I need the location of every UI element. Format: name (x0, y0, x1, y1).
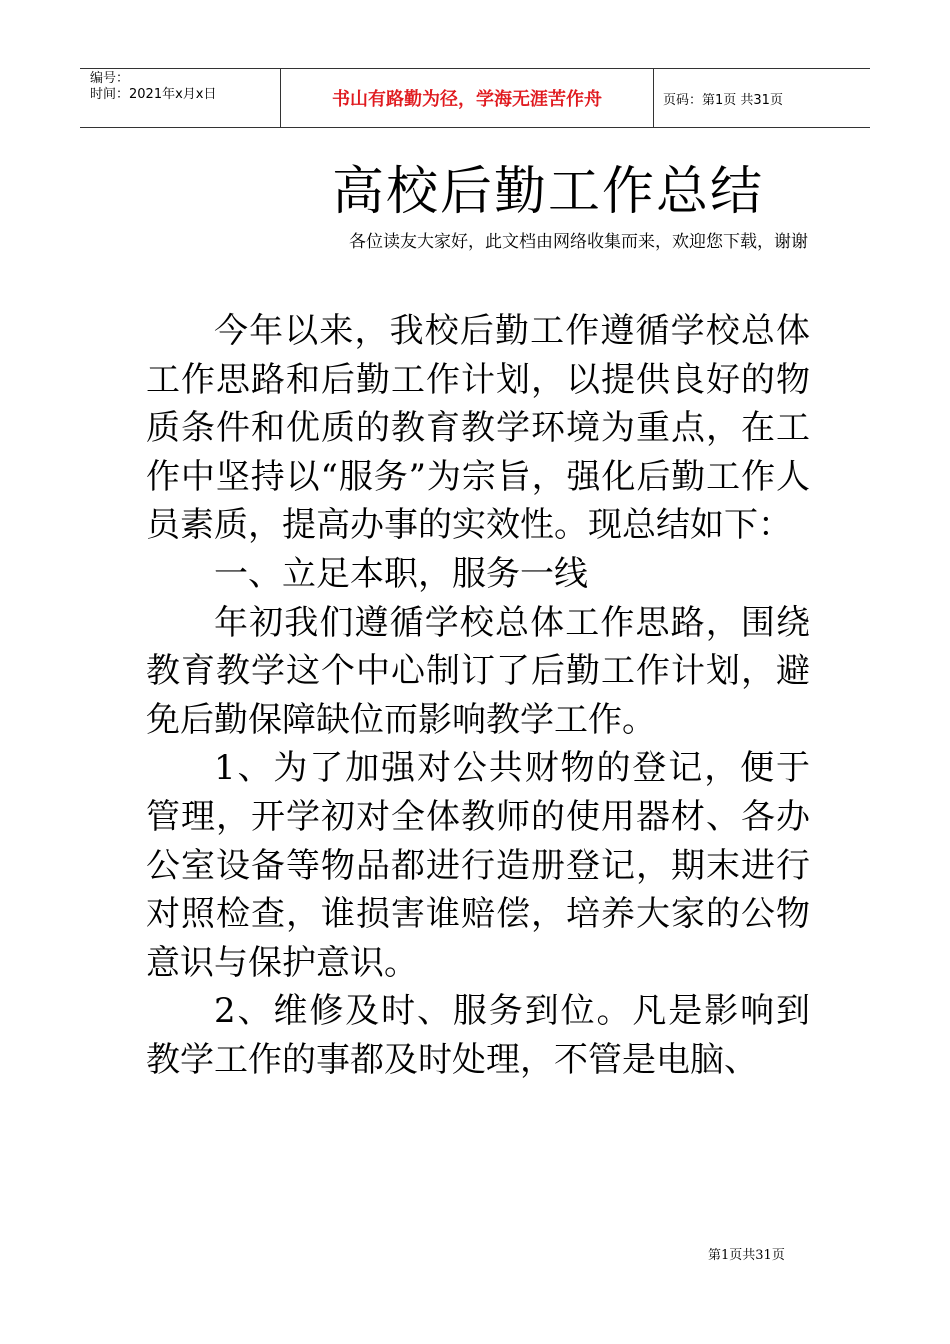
paragraph: 今年以来，我校后勤工作遵循学校总体工作思路和后勤工作计划，以提供良好的物质条件和优质的教育教学环境为重点，在工作中坚持以“服务”为宗旨，强化后勤工作人员素质，提高办事的实效性。现总结如下： (146, 311, 810, 546)
document-body (146, 307, 810, 1085)
document-title: 高校后勤工作总结 (331, 162, 764, 222)
page-footer: 第1页共31页 (708, 1248, 785, 1263)
header-meta (80, 69, 281, 127)
document-number-label: 编号： (90, 71, 130, 86)
header-page-number: 页码：第1页 共31页 (663, 92, 783, 108)
section-heading: 一、立足本职，服务一线 (214, 553, 588, 594)
page-header (80, 68, 870, 128)
header-motto: 书山有路勤为径，学海无涯苦作舟 (281, 69, 654, 127)
paragraph: 2、维修及时、服务到位。凡是影响到教学工作的事都及时处理，不管是电脑、 (146, 991, 810, 1080)
document-date-label: 时间：2021年x月x日 (90, 87, 217, 102)
paragraph: 1、为了加强对公共财物的登记，便于管理，开学初对全体教师的使用器材、各办公室设备等物品都进行造册登记，期末进行对照检查，谁损害谁赔偿，培养大家的公物意识与保护意识。 (146, 748, 810, 983)
document-subtitle: 各位读友大家好，此文档由网络收集而来，欢迎您下载，谢谢 (349, 232, 808, 252)
paragraph: 年初我们遵循学校总体工作思路，围绕教育教学这个中心制订了后勤工作计划，避免后勤保障缺位而影响教学工作。 (146, 602, 810, 740)
